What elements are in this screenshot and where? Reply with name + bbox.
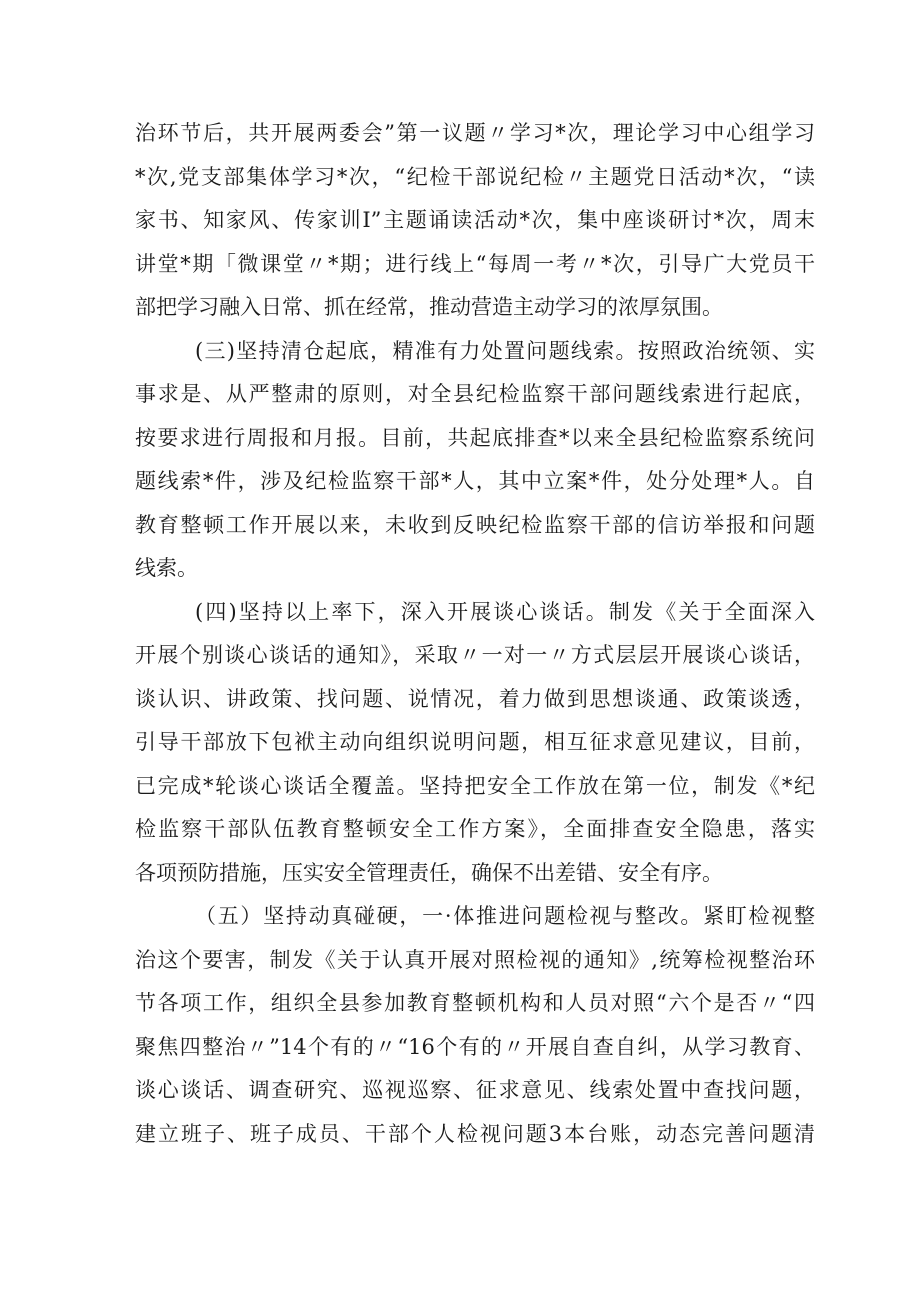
text-line: 谈心谈话、调查研究、巡视巡察、征求意见、线索处置中查找问题， (135, 1078, 815, 1102)
text-line: 检监察干部队伍教育整顿安全工作方案》，全面排查安全隐患，落实 (135, 817, 815, 841)
text-line: 讲堂*期「微课堂〃*期；进行线上“每周一考〃*次，引导广大党员干 (135, 251, 815, 276)
text-line: (四)坚持以上率下，深入开展谈心谈话。制发《关于全面深入 (195, 599, 815, 624)
text-line: 开展个别谈心谈话的通知》，采取〃一对一〃方式层层开展谈心谈话， (135, 643, 815, 667)
body-text (135, 112, 815, 1156)
text-line: 教育整顿工作开展以来，未收到反映纪检监察干部的信访举报和问题 (135, 512, 815, 537)
text-line: 部把学习融入日常、抓在经常，推动营造主动学习的浓厚氛围。 (135, 295, 723, 319)
text-line: 事求是、从严整肃的原则，对全县纪检监察干部问题线索进行起底， (135, 382, 815, 406)
text-line: *次,党支部集体学习*次，“纪检干部说纪检〃主题党日活动*次，“读 (135, 164, 815, 189)
text-line: 按要求进行周报和月报。目前，共起底排查*以来全县纪检监察系统问 (135, 425, 815, 450)
paragraph-3 (135, 591, 815, 896)
text-line: 已完成*轮谈心谈话全覆盖。坚持把安全工作放在第一位，制发《*纪 (135, 773, 815, 798)
text-line: 引导干部放下包袱主动向组织说明问题，相互征求意见建议，目前， (135, 730, 815, 754)
text-line: 谈认识、讲政策、找问题、说情况，着力做到思想谈通、政策谈透， (135, 686, 815, 711)
paragraph-2 (135, 330, 815, 591)
text-line: 建立班子、班子成员、干部个人检视问题3本台账，动态完善问题清 (135, 1121, 815, 1146)
text-line: 治这个要害，制发《关于认真开展对照检视的通知》,统筹检视整治环 (135, 947, 815, 972)
text-line: 家书、知家风、传家训I”主题诵读活动*次，集中座谈研讨*次，周末 (135, 208, 815, 232)
paragraph-1 (135, 112, 815, 330)
text-line: (三)坚持清仓起底，精准有力处置问题线索。按照政治统领、实 (195, 338, 815, 363)
text-line: 治环节后，共开展两委会”第一议题〃学习*次，理论学习中心组学习 (135, 121, 815, 145)
text-line: 节各项工作，组织全县参加教育整顿机构和人员对照“六个是否〃“四 (135, 991, 815, 1015)
text-line: 聚焦四整治〃”14个有的〃“16个有的〃开展自查自纠，从学习教育、 (135, 1034, 815, 1059)
text-line: 线索。 (135, 556, 198, 580)
text-line: 题线索*件，涉及纪检监察干部*人，其中立案*件，处分处理*人。自 (135, 469, 815, 493)
paragraph-4 (135, 895, 815, 1156)
text-line: （五）坚持动真碰硬，一·体推进问题检视与整改。紧盯检视整 (195, 904, 815, 928)
text-line: 各项预防措施，压实安全管理责任，确保不出差错、安全有序。 (135, 860, 723, 885)
